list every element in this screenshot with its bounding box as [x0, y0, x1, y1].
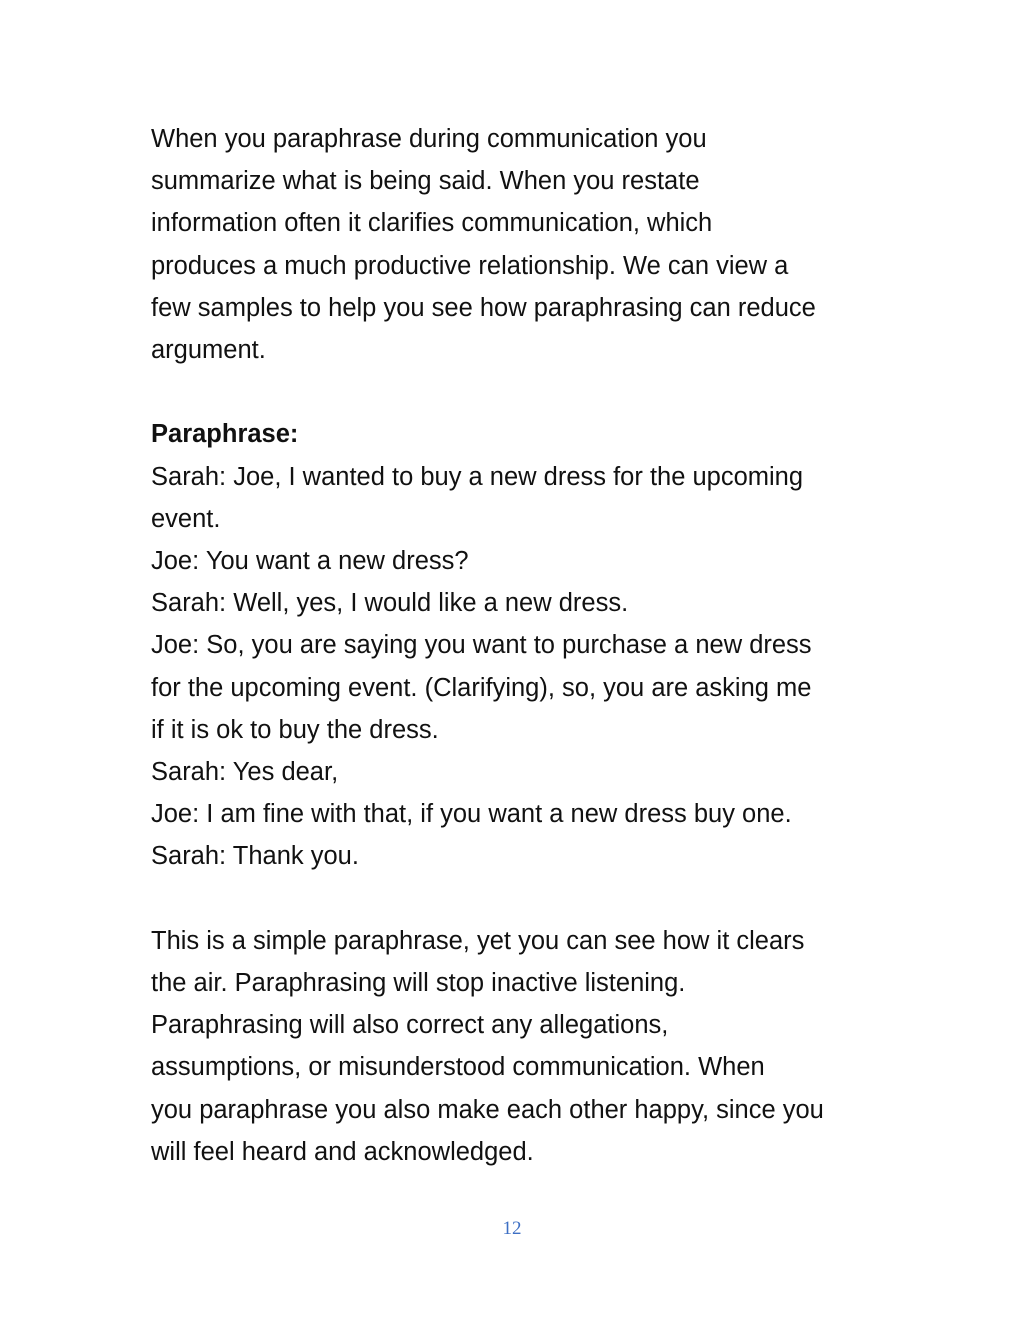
dialogue-line: Joe: You want a new dress?	[151, 547, 469, 576]
dialogue-line: Sarah: Yes dear,	[151, 758, 339, 787]
dialogue-line: Joe: So, you are saying you want to purchase a new dress	[151, 631, 812, 660]
page-number: 12	[502, 1218, 522, 1239]
text-line: assumptions, or misunderstood communication. When	[151, 1053, 765, 1082]
text-line: you paraphrase you also make each other happy, since you	[151, 1095, 824, 1124]
dialogue-line: Sarah: Well, yes, I would like a new dress.	[151, 589, 629, 618]
dialogue-line: for the upcoming event. (Clarifying), so, you are asking me	[151, 673, 812, 702]
text-line: Paraphrasing will also correct any allegations,	[151, 1011, 669, 1040]
text-line: summarize what is being said. When you restate	[151, 167, 700, 196]
section-heading: Paraphrase:	[151, 420, 299, 449]
dialogue-line: Joe: I am fine with that, if you want a new dress buy one.	[151, 800, 792, 829]
dialogue-block	[151, 456, 891, 878]
text-line: This is a simple paraphrase, yet you can see how it clears	[151, 926, 805, 955]
closing-paragraph	[151, 920, 891, 1173]
text-line: argument.	[151, 336, 266, 365]
dialogue-line: Sarah: Joe, I wanted to buy a new dress for the upcoming	[151, 462, 804, 491]
dialogue-line: event.	[151, 504, 221, 533]
text-line: the air. Paraphrasing will stop inactive listening.	[151, 969, 686, 998]
text-line: will feel heard and acknowledged.	[151, 1137, 534, 1166]
dialogue-line: if it is ok to buy the dress.	[151, 715, 439, 744]
text-line: few samples to help you see how paraphrasing can reduce	[151, 293, 816, 322]
text-line: produces a much productive relationship. We can view a	[151, 251, 789, 280]
text-line: When you paraphrase during communication you	[151, 125, 707, 153]
text-line: information often it clarifies communication, which	[151, 209, 713, 238]
intro-paragraph	[151, 118, 891, 371]
dialogue-line: Sarah: Thank you.	[151, 842, 359, 871]
page-content	[151, 118, 891, 1173]
paragraph-spacer	[151, 878, 891, 920]
paragraph-spacer	[151, 371, 891, 413]
